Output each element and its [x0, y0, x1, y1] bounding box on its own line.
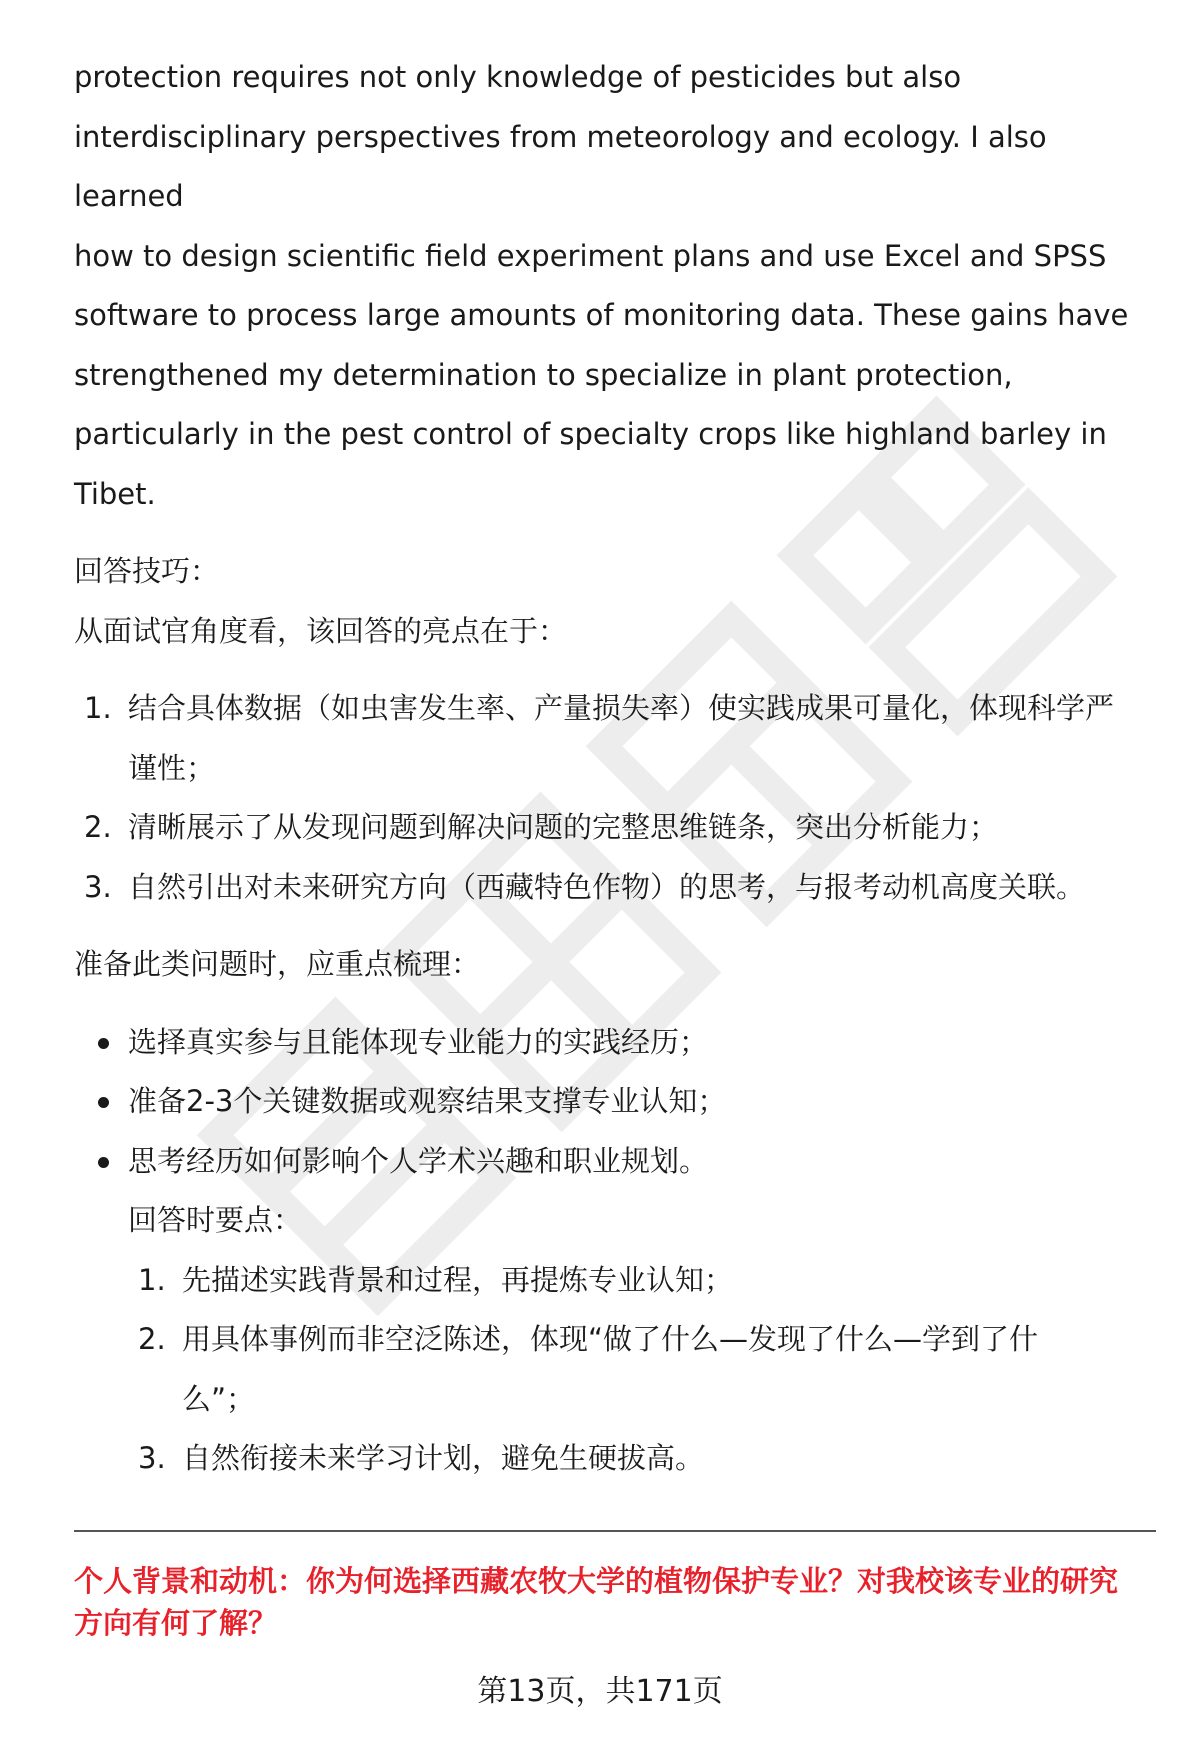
- list-number: 2.: [84, 810, 112, 844]
- list-item: [128, 1429, 1144, 1489]
- paragraph-line: particularly in the pest control of specialty crops like highland barley in: [74, 417, 1107, 451]
- prep-label: 准备此类问题时，应重点梳理：: [74, 947, 481, 981]
- prep-list: [74, 1013, 1144, 1192]
- answer-paragraph: [74, 48, 1144, 524]
- paragraph-line: strengthened my determination to specialize in plant protection,: [74, 357, 1013, 392]
- list-item: [128, 1251, 1144, 1311]
- paragraph-line: protection requires not only knowledge of pesticides but also: [74, 60, 962, 94]
- list-item-text: 清晰展示了从发现问题到解决问题的完整思维链条，突出分析能力；: [128, 810, 999, 844]
- list-item-text: 自然引出对未来研究方向（西藏特色作物）的思考，与报考动机高度关联。: [128, 869, 1086, 904]
- page-number: 第13页，共171页: [477, 1674, 723, 1709]
- list-number: 1.: [138, 1262, 166, 1297]
- answer-points-label: 回答时要点：: [128, 1203, 303, 1237]
- question-line: 个人背景和动机：你为何选择西藏农牧大学的植物保护专业？对我校该专业的研究: [74, 1564, 1119, 1598]
- list-item: [74, 858, 1144, 918]
- answer-points-section: [74, 1191, 1144, 1489]
- highlights-list: [74, 679, 1144, 917]
- list-item-text: 结合具体数据（如虫害发生率、产量损失率）使实践成果可量化，体现科学严: [128, 691, 1115, 725]
- list-number: 3.: [84, 869, 112, 904]
- bullet-item-text: 思考经历如何影响个人学术兴趣和职业规划。: [128, 1143, 709, 1178]
- bullet-icon: [98, 1097, 109, 1108]
- list-item-text: 用具体事例而非空泛陈述，体现“做了什么—发现了什么—学到了什: [182, 1322, 1039, 1356]
- question-line: 方向有何了解？: [74, 1606, 278, 1640]
- bullet-icon: [98, 1157, 109, 1168]
- paragraph-line: how to design scientific field experiment plans and use Excel and SPSS: [74, 238, 1107, 273]
- list-item: [74, 798, 1144, 858]
- list-number: 1.: [84, 691, 112, 725]
- list-number: 2.: [138, 1322, 166, 1356]
- list-item-text: 谨性；: [128, 750, 216, 785]
- tips-label: 回答技巧：: [74, 554, 220, 588]
- paragraph-line: Tibet.: [74, 476, 156, 511]
- tips-intro: 从面试官角度看，该回答的亮点在于：: [74, 613, 568, 648]
- list-item: [74, 679, 1144, 798]
- list-item-text: 自然衔接未来学习计划，避免生硬拔高。: [182, 1441, 705, 1475]
- next-question-heading: [74, 1560, 1154, 1644]
- page-content: [74, 48, 1144, 1489]
- bullet-item-text: 准备2-3个关键数据或观察结果支撑专业认知；: [128, 1084, 727, 1118]
- list-item: [128, 1310, 1144, 1429]
- list-item-text: 先描述实践背景和过程，再提炼专业认知；: [182, 1262, 734, 1297]
- paragraph-line: software to process large amounts of monitoring data. These gains have: [74, 298, 1129, 332]
- list-item-text: 么”；: [182, 1381, 256, 1416]
- bullet-item: [74, 1013, 1144, 1073]
- bullet-item: [74, 1072, 1144, 1132]
- answer-points-list: [128, 1251, 1144, 1489]
- section-divider: [74, 1530, 1156, 1532]
- bullet-icon: [98, 1038, 109, 1049]
- paragraph-line: interdisciplinary perspectives from meteorology and ecology. I also learned: [74, 119, 1047, 213]
- list-number: 3.: [138, 1441, 166, 1475]
- bullet-item-text: 选择真实参与且能体现专业能力的实践经历；: [128, 1024, 709, 1059]
- bullet-item: [74, 1132, 1144, 1192]
